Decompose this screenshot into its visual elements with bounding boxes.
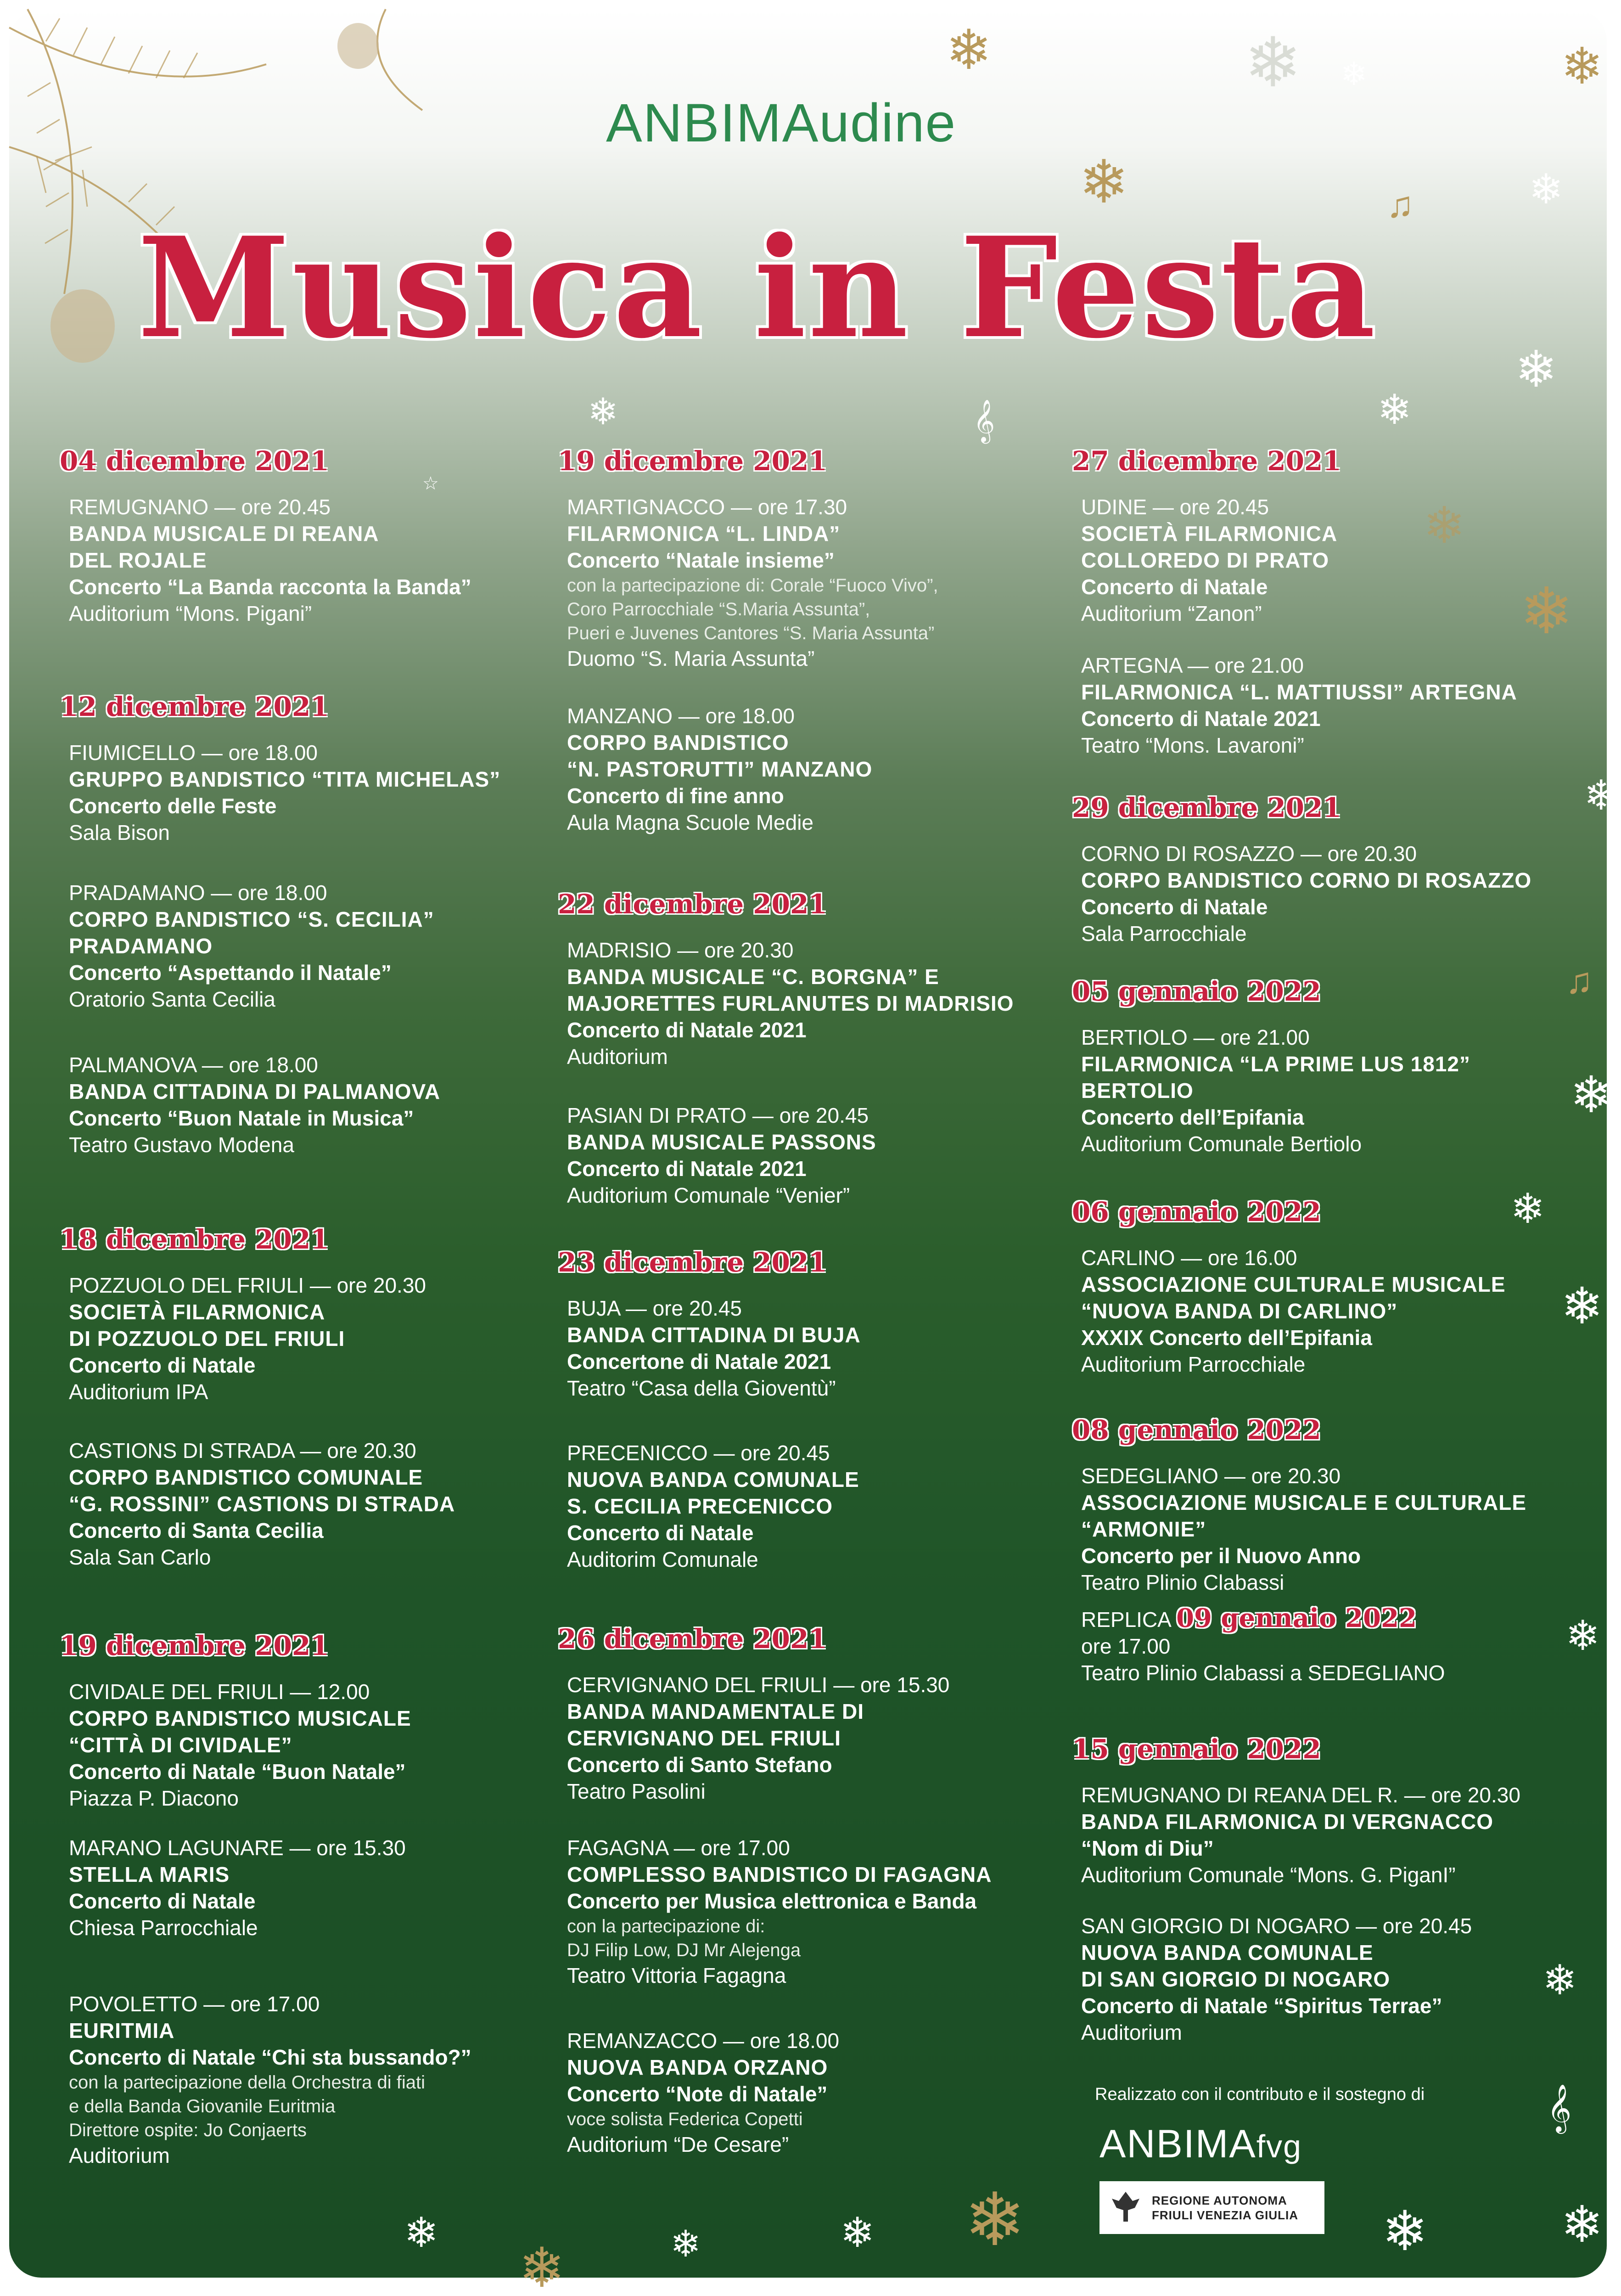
event-place-time: REMUGNANO — ore 20.45 (69, 495, 331, 519)
event-entry (69, 739, 500, 846)
event-concert-title: Concerto di Santa Cecilia (69, 1519, 324, 1542)
event-concert-title: Concerto di Natale (1081, 895, 1268, 919)
snowflake-icon: ❄ (1244, 24, 1302, 101)
event-venue: Aula Magna Scuole Medie (567, 810, 813, 834)
event-place-time: MADRISIO — ore 20.30 (567, 938, 794, 962)
eagle-emblem-icon (1110, 2189, 1142, 2226)
event-band-name: “ARMONIE” (1081, 1517, 1206, 1541)
event-place-time: REMUGNANO DI REANA DEL R. — ore 20.30 (1081, 1783, 1520, 1807)
event-date-heading: 29 dicembre 2021 (1072, 792, 1341, 823)
event-place-time: CORNO DI ROSAZZO — ore 20.30 (1081, 842, 1417, 866)
event-concert-title: Concerto di fine anno (567, 784, 784, 808)
event-venue: Oratorio Santa Cecilia (69, 987, 275, 1011)
event-band-name: SOCIETÀ FILARMONICA (1081, 522, 1338, 546)
event-venue: Duomo “S. Maria Assunta” (567, 647, 815, 670)
event-venue: Sala Bison (69, 821, 170, 844)
snowflake-icon: ❄ (1377, 387, 1412, 433)
event-band-name: CORPO BANDISTICO CORNO DI ROSAZZO (1081, 868, 1532, 892)
event-band-name: NUOVA BANDA ORZANO (567, 2055, 828, 2079)
event-entry (1081, 1463, 1526, 1596)
event-band-name: DI POZZUOLO DEL FRIULI (69, 1327, 345, 1351)
event-band-name: CERVIGNANO DEL FRIULI (567, 1726, 841, 1750)
event-band-name: BANDA FILARMONICA DI VERGNACCO (1081, 1810, 1494, 1834)
event-concert-title: Concerto “Note di Natale” (567, 2082, 828, 2106)
event-entry (567, 703, 872, 836)
event-concert-title: Concerto di Natale (69, 1889, 256, 1913)
snowflake-icon: ❄ (1529, 167, 1564, 213)
event-venue: Auditorim Comunale (567, 1548, 758, 1571)
snowflake-icon: ❄ (1561, 1278, 1604, 1334)
event-concert-title: Concerto per il Nuovo Anno (1081, 1544, 1361, 1568)
event-band-name: “CITTÀ DI CIVIDALE” (69, 1733, 292, 1757)
snowflake-icon: ❄ (670, 2223, 701, 2264)
star-icon: ☆ (422, 473, 439, 494)
snowflake-icon: ❄ (519, 2237, 565, 2296)
snowflake-icon: ❄ (1561, 38, 1604, 95)
event-venue: Auditorium “Zanon” (1081, 602, 1262, 625)
event-venue: Teatro Pasolini (567, 1779, 706, 1803)
event-entry (567, 494, 938, 672)
anbima-fvg-text-b: fvg (1256, 2128, 1302, 2164)
event-entry (69, 494, 471, 627)
snowflake-icon: ❄ (964, 2178, 1026, 2261)
event-venue: Sala Parrocchiale (1081, 922, 1247, 945)
event-band-name: ASSOCIAZIONE MUSICALE E CULTURALE (1081, 1491, 1527, 1514)
event-entry (567, 1295, 861, 1401)
event-band-name: MAJORETTES FURLANUTES DI MADRISIO (567, 991, 1014, 1015)
event-band-name: BANDA CITTADINA DI PALMANOVA (69, 1080, 441, 1103)
event-venue: Auditorium (1081, 2020, 1182, 2044)
event-place-time: BUJA — ore 20.45 (567, 1296, 742, 1320)
event-concert-title: Concerto “La Banda racconta la Banda” (69, 575, 471, 599)
event-concert-title: Concerto di Natale (1081, 575, 1268, 599)
event-band-name: NUOVA BANDA COMUNALE (567, 1468, 859, 1491)
event-concert-title: Concerto dell’Epifania (1081, 1105, 1304, 1129)
event-entry (1081, 1244, 1506, 1378)
replica-venue: Teatro Plinio Clabassi a SEDEGLIANO (1081, 1661, 1445, 1685)
event-place-time: POZZUOLO DEL FRIULI — ore 20.30 (69, 1273, 426, 1297)
event-place-time: UDINE — ore 20.45 (1081, 495, 1269, 519)
event-venue: Piazza P. Diacono (69, 1786, 239, 1810)
snowflake-icon: ❄ (588, 391, 619, 432)
event-band-name: CORPO BANDISTICO MUSICALE (69, 1706, 411, 1730)
music-note-icon: ♫ (1386, 184, 1414, 225)
replica-entry (1081, 1605, 1445, 1686)
sponsor-text: Realizzato con il contributo e il sostegno di (1095, 2085, 1425, 2104)
event-place-time: CASTIONS DI STRADA — ore 20.30 (69, 1439, 416, 1463)
event-concert-title: Concerto di Natale “Chi sta bussando?” (69, 2045, 471, 2069)
event-venue: Sala San Carlo (69, 1545, 211, 1569)
event-date-heading: 15 gennaio 2022 (1072, 1733, 1321, 1765)
event-note: Coro Parrocchiale “S.Maria Assunta”, (567, 599, 870, 619)
event-note: DJ Filip Low, DJ Mr Alejenga (567, 1940, 801, 1960)
event-band-name: GRUPPO BANDISTICO “TITA MICHELAS” (69, 767, 501, 791)
event-venue: Auditorium Comunale “Mons. G. PiganI” (1081, 1863, 1456, 1887)
event-place-time: CERVIGNANO DEL FRIULI — ore 15.30 (567, 1673, 950, 1697)
event-place-time: FAGAGNA — ore 17.00 (567, 1836, 790, 1860)
replica-time: ore 17.00 (1081, 1634, 1171, 1658)
event-band-name: STELLA MARIS (69, 1863, 230, 1886)
snowflake-icon: ❄ (404, 2210, 439, 2256)
event-concert-title: Concerto di Natale 2021 (1081, 707, 1321, 731)
event-band-name: DI SAN GIORGIO DI NOGARO (1081, 1967, 1391, 1991)
event-place-time: PASIAN DI PRATO — ore 20.45 (567, 1103, 869, 1127)
event-venue: Auditorium Parrocchiale (1081, 1352, 1306, 1376)
event-band-name: “G. ROSSINI” CASTIONS DI STRADA (69, 1492, 455, 1516)
anbima-udine-logo (606, 92, 956, 154)
event-note: con la partecipazione della Orchestra di fiati (69, 2072, 425, 2093)
event-band-name: DEL ROJALE (69, 548, 207, 572)
event-concert-title: Concertone di Natale 2021 (567, 1350, 831, 1373)
event-place-time: ARTEGNA — ore 21.00 (1081, 653, 1304, 677)
event-entry (567, 1671, 949, 1805)
event-band-name: FILARMONICA “L. MATTIUSSI” ARTEGNA (1081, 680, 1517, 704)
event-concert-title: Concerto di Natale 2021 (567, 1157, 807, 1181)
event-band-name: ASSOCIAZIONE CULTURALE MUSICALE (1081, 1272, 1506, 1296)
event-band-name: “NUOVA BANDA DI CARLINO” (1081, 1299, 1398, 1323)
event-venue: Auditorium IPA (69, 1380, 208, 1404)
replica-date: 09 gennaio 2022 (1176, 1603, 1417, 1633)
event-entry (567, 2027, 839, 2158)
music-note-icon: ♫ (1565, 960, 1593, 1001)
event-note: voce solista Federica Copetti (567, 2109, 803, 2129)
event-band-name: FILARMONICA “L. LINDA” (567, 522, 841, 546)
event-concert-title: XXXIX Concerto dell’Epifania (1081, 1326, 1372, 1350)
event-concert-title: Concerto di Natale 2021 (567, 1018, 807, 1042)
event-concert-title: “Nom di Diu” (1081, 1836, 1214, 1860)
event-place-time: FIUMICELLO — ore 18.00 (69, 741, 318, 765)
event-entry (1081, 494, 1337, 627)
event-place-time: SAN GIORGIO DI NOGARO — ore 20.45 (1081, 1914, 1472, 1938)
event-date-heading: 27 dicembre 2021 (1072, 445, 1341, 477)
snowflake-icon: ❄ (1561, 2196, 1604, 2253)
event-place-time: REMANZACCO — ore 18.00 (567, 2029, 840, 2053)
event-venue: Teatro Vittoria Fagagna (567, 1964, 786, 1987)
snowflake-icon: ❄ (1584, 773, 1619, 819)
regione-fvg-logo (1099, 2181, 1324, 2234)
event-band-name: FILARMONICA “LA PRIME LUS 1812” (1081, 1052, 1470, 1076)
event-place-time: MARTIGNACCO — ore 17.30 (567, 495, 847, 519)
event-entry (69, 1991, 471, 2169)
page-title: Musica in Festa (137, 207, 1378, 369)
snowflake-icon: ❄ (946, 19, 992, 81)
region-line-2: FRIULI VENEZIA GIULIA (1152, 2208, 1299, 2222)
event-venue: Auditorium Comunale Bertiolo (1081, 1132, 1362, 1156)
region-line-1: REGIONE AUTONOMA (1152, 2193, 1287, 2207)
event-entry (1081, 1782, 1520, 1888)
event-place-time: MANZANO — ore 18.00 (567, 704, 795, 728)
event-entry (567, 1440, 859, 1573)
event-date-heading: 05 gennaio 2022 (1072, 976, 1321, 1007)
event-venue: Teatro Plinio Clabassi (1081, 1570, 1284, 1594)
replica-line (1081, 1605, 1445, 1633)
event-date-heading: 12 dicembre 2021 (60, 691, 329, 722)
anbima-fvg-text-a: ANBIMA (1099, 2122, 1256, 2166)
snowflake-icon: ❄ (1341, 56, 1368, 92)
event-band-name: BANDA MUSICALE DI REANA (69, 522, 379, 546)
event-band-name: S. CECILIA PRECENICCO (567, 1494, 833, 1518)
event-venue: Auditorium “De Cesare” (567, 2133, 789, 2156)
event-place-time: POVOLETTO — ore 17.00 (69, 1992, 320, 2016)
event-date-heading: 18 dicembre 2021 (60, 1224, 329, 1255)
event-date-heading: 06 gennaio 2022 (1072, 1196, 1321, 1227)
event-entry (1081, 840, 1531, 947)
event-entry (567, 937, 1014, 1070)
event-entry (69, 1835, 406, 1941)
event-venue: Auditorium “Mons. Pigani” (69, 602, 312, 625)
event-band-name: NUOVA BANDA COMUNALE (1081, 1941, 1374, 1964)
event-band-name: “N. PASTORUTTI” MANZANO (567, 757, 873, 781)
snowflake-icon: ❄ (1510, 1186, 1545, 1232)
event-date-heading: 04 dicembre 2021 (60, 445, 329, 477)
event-concert-title: Concerto “Buon Natale in Musica” (69, 1106, 414, 1130)
event-venue: Teatro Gustavo Modena (69, 1133, 294, 1157)
event-place-time: PRADAMANO — ore 18.00 (69, 881, 327, 905)
snowflake-icon: ❄ (1570, 1067, 1613, 1123)
logo-udine-text: udine (819, 93, 957, 153)
event-venue: Teatro “Casa della Gioventù” (567, 1376, 836, 1400)
event-band-name: SOCIETÀ FILARMONICA (69, 1300, 325, 1324)
event-entry (69, 1678, 411, 1812)
event-band-name: EURITMIA (69, 2019, 175, 2043)
event-entry (69, 1437, 455, 1570)
event-venue: Auditorium (69, 2144, 170, 2167)
event-date-heading: 23 dicembre 2021 (558, 1247, 827, 1278)
event-entry (1081, 1024, 1470, 1157)
event-band-name: BERTOLIO (1081, 1079, 1194, 1103)
event-note: con la partecipazione di: (567, 1916, 765, 1936)
snowflake-icon: ❄ (1542, 1958, 1577, 2003)
event-concert-title: Concerto “Aspettando il Natale” (69, 961, 392, 985)
snowflake-icon: ❄ (840, 2210, 875, 2256)
event-note: Direttore ospite: Jo Conjaerts (69, 2120, 307, 2140)
event-concert-title: Concerto “Natale insieme” (567, 548, 835, 572)
event-entry (69, 879, 434, 1013)
event-venue: Chiesa Parrocchiale (69, 1916, 258, 1940)
event-note: Pueri e Juvenes Cantores “S. Maria Assunta” (567, 623, 935, 643)
event-band-name: CORPO BANDISTICO COMUNALE (69, 1465, 423, 1489)
event-concert-title: Concerto di Natale (567, 1521, 754, 1545)
event-date-heading: 26 dicembre 2021 (558, 1623, 827, 1654)
snowflake-icon: ❄ (1515, 341, 1558, 398)
event-band-name: COMPLESSO BANDISTICO DI FAGAGNA (567, 1863, 992, 1886)
event-date-heading: 19 dicembre 2021 (558, 445, 827, 477)
event-entry (567, 1835, 992, 1989)
event-place-time: SEDEGLIANO — ore 20.30 (1081, 1464, 1341, 1488)
event-entry (69, 1052, 440, 1158)
event-place-time: MARANO LAGUNARE — ore 15.30 (69, 1836, 406, 1860)
event-venue: Auditorium Comunale “Venier” (567, 1183, 850, 1207)
event-band-name: COLLOREDO DI PRATO (1081, 548, 1329, 572)
snowflake-icon: ❄ (1382, 2200, 1428, 2262)
event-concert-title: Concerto di Natale (69, 1353, 256, 1377)
event-entry (1081, 1913, 1472, 2046)
music-note-icon: 𝄞 (973, 400, 995, 441)
event-entry (567, 1102, 876, 1209)
event-place-time: BERTIOLO — ore 21.00 (1081, 1025, 1310, 1049)
event-concert-title: Concerto delle Feste (69, 794, 277, 818)
event-band-name: BANDA MUSICALE “C. BORGNA” E (567, 965, 939, 989)
event-band-name: BANDA MUSICALE PASSONS (567, 1130, 876, 1154)
event-date-heading: 08 gennaio 2022 (1072, 1414, 1321, 1446)
poster (9, 9, 1619, 2296)
event-concert-title: Concerto per Musica elettronica e Banda (567, 1889, 977, 1913)
logo-anbima-text: ANBIMA (606, 93, 819, 153)
event-band-name: BANDA MANDAMENTALE DI (567, 1699, 864, 1723)
event-band-name: CORPO BANDISTICO (567, 731, 789, 754)
snowflake-icon: ❄ (1520, 575, 1574, 647)
event-venue: Teatro “Mons. Lavaroni” (1081, 733, 1304, 757)
event-concert-title: Concerto di Santo Stefano (567, 1753, 832, 1777)
event-place-time: PRECENICCO — ore 20.45 (567, 1441, 830, 1465)
event-concert-title: Concerto di Natale “Buon Natale” (69, 1760, 406, 1784)
event-date-heading: 19 dicembre 2021 (60, 1630, 329, 1661)
event-date-heading: 22 dicembre 2021 (558, 889, 827, 920)
anbima-fvg-logo (1099, 2122, 1302, 2167)
event-place-time: CIVIDALE DEL FRIULI — 12.00 (69, 1680, 370, 1704)
event-concert-title: Concerto di Natale “Spiritus Terrae” (1081, 1994, 1442, 2018)
music-note-icon: 𝄞 (1547, 2085, 1572, 2131)
snowflake-icon: ❄ (1565, 1613, 1600, 1659)
event-venue: Auditorium (567, 1045, 668, 1069)
snowflake-icon: ❄ (1079, 148, 1129, 215)
event-entry (1081, 652, 1517, 759)
event-place-time: CARLINO — ore 16.00 (1081, 1246, 1297, 1270)
event-band-name: CORPO BANDISTICO “S. CECILIA” (69, 907, 434, 931)
event-note: con la partecipazione di: Corale “Fuoco Vivo”, (567, 575, 938, 596)
event-note: e della Banda Giovanile Euritmia (69, 2096, 336, 2116)
snowflake-icon: ❄ (1423, 497, 1466, 554)
event-band-name: PRADAMANO (69, 934, 213, 958)
replica-label: REPLICA (1081, 1608, 1177, 1632)
event-entry (69, 1272, 426, 1405)
event-band-name: BANDA CITTADINA DI BUJA (567, 1323, 861, 1347)
event-place-time: PALMANOVA — ore 18.00 (69, 1053, 318, 1077)
